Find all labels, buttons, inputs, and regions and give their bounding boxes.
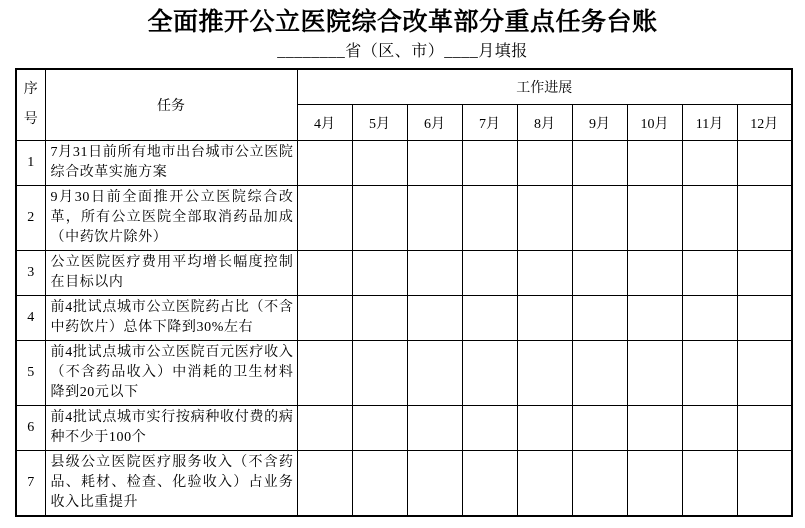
progress-cell [297,141,352,186]
task-text: 9月30日前全面推开公立医院综合改革，所有公立医院全部取消药品加成（中药饮片除外） [45,186,297,251]
month-header: 12月 [737,105,792,141]
task-seq: 7 [16,451,45,517]
progress-cell [517,141,572,186]
task-row [16,406,792,451]
task-row [16,141,792,186]
month-header: 10月 [627,105,682,141]
progress-cell [352,341,407,406]
progress-cell [462,341,517,406]
header-seq: 序号 [16,69,45,141]
month-header: 7月 [462,105,517,141]
task-text: 前4批试点城市公立医院药占比（不含中药饮片）总体下降到30%左右 [45,296,297,341]
month-header: 11月 [682,105,737,141]
progress-cell [737,141,792,186]
task-row [16,341,792,406]
header-row-top [16,69,792,105]
progress-cell [682,451,737,517]
progress-cell [352,406,407,451]
month-header: 6月 [407,105,462,141]
progress-cell [407,141,462,186]
task-ledger-table [15,68,793,517]
progress-cell [297,451,352,517]
task-text: 县级公立医院医疗服务收入（不含药品、耗材、检查、化验收入）占业务收入比重提升 [45,451,297,517]
task-row [16,251,792,296]
progress-cell [462,141,517,186]
header-progress: 工作进展 [297,69,792,105]
progress-cell [682,296,737,341]
progress-cell [737,251,792,296]
progress-cell [517,341,572,406]
progress-cell [517,406,572,451]
progress-cell [737,186,792,251]
progress-cell [297,406,352,451]
progress-cell [352,451,407,517]
progress-cell [737,341,792,406]
task-row [16,186,792,251]
progress-cell [627,451,682,517]
progress-cell [627,251,682,296]
progress-cell [462,406,517,451]
document-title: 全面推开公立医院综合改革部分重点任务台账 [147,9,658,36]
progress-cell [462,296,517,341]
progress-cell [682,341,737,406]
document-page [0,8,805,528]
progress-cell [352,141,407,186]
progress-cell [462,451,517,517]
progress-cell [627,341,682,406]
progress-cell [462,186,517,251]
progress-cell [462,251,517,296]
progress-cell [407,296,462,341]
task-row [16,451,792,517]
progress-cell [737,406,792,451]
document-subtitle: ________省（区、市）____月填报 [277,43,528,60]
header-task: 任务 [45,69,297,141]
task-text: 7月31日前所有地市出台城市公立医院综合改革实施方案 [45,141,297,186]
progress-cell [407,186,462,251]
progress-cell [407,451,462,517]
progress-cell [407,406,462,451]
progress-cell [572,141,627,186]
progress-cell [407,251,462,296]
progress-cell [297,341,352,406]
progress-cell [627,186,682,251]
progress-cell [297,296,352,341]
task-row [16,296,792,341]
progress-cell [627,141,682,186]
progress-cell [352,251,407,296]
progress-cell [682,186,737,251]
task-seq: 5 [16,341,45,406]
month-header: 5月 [352,105,407,141]
progress-cell [737,296,792,341]
month-header: 9月 [572,105,627,141]
task-text: 前4批试点城市实行按病种收付费的病种不少于100个 [45,406,297,451]
task-seq: 2 [16,186,45,251]
progress-cell [297,251,352,296]
task-seq: 1 [16,141,45,186]
progress-cell [407,341,462,406]
progress-cell [682,251,737,296]
progress-cell [572,251,627,296]
month-header: 4月 [297,105,352,141]
task-text: 公立医院医疗费用平均增长幅度控制在目标以内 [45,251,297,296]
progress-cell [352,296,407,341]
progress-cell [517,251,572,296]
progress-cell [297,186,352,251]
progress-cell [352,186,407,251]
month-header: 8月 [517,105,572,141]
task-text: 前4批试点城市公立医院百元医疗收入（不含药品收入）中消耗的卫生材料降到20元以下 [45,341,297,406]
progress-cell [627,296,682,341]
task-seq: 3 [16,251,45,296]
progress-cell [682,141,737,186]
task-seq: 6 [16,406,45,451]
progress-cell [572,451,627,517]
progress-cell [517,451,572,517]
progress-cell [572,186,627,251]
progress-cell [572,406,627,451]
progress-cell [682,406,737,451]
progress-cell [737,451,792,517]
task-seq: 4 [16,296,45,341]
progress-cell [517,296,572,341]
progress-cell [572,341,627,406]
progress-cell [572,296,627,341]
progress-cell [627,406,682,451]
progress-cell [517,186,572,251]
